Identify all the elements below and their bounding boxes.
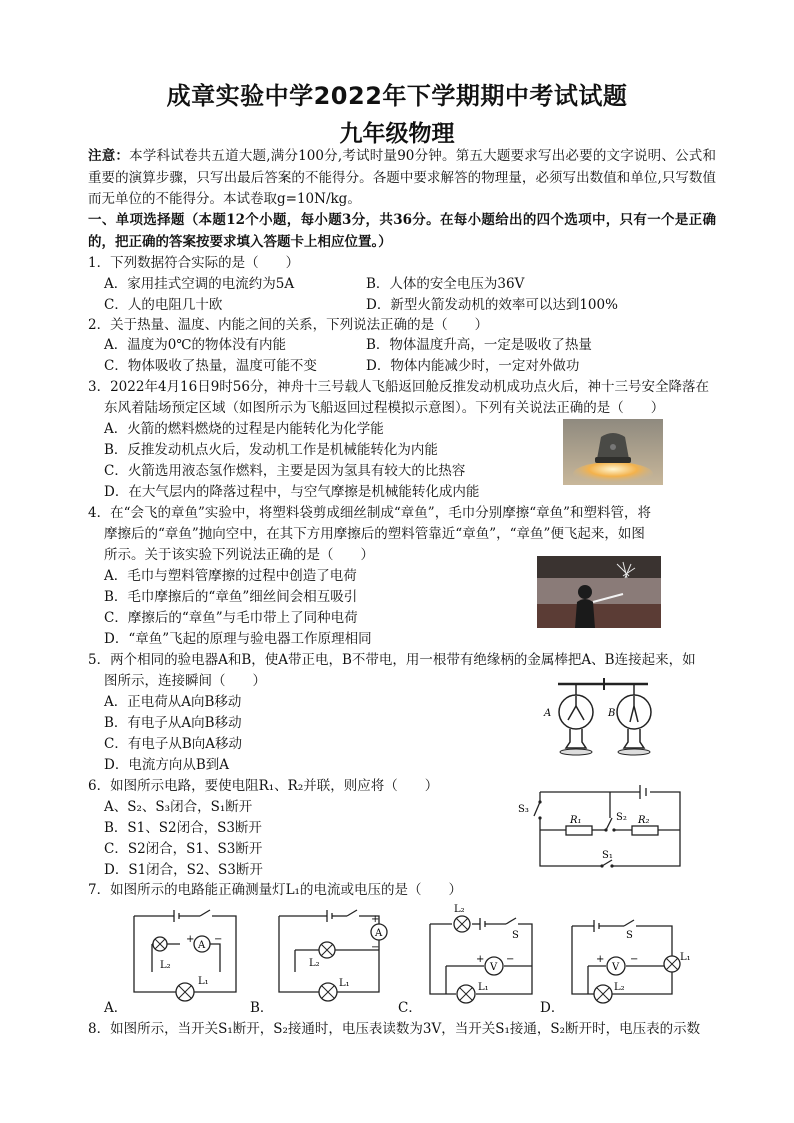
q2-option-b: B．物体温度升高，一定是吸收了热量 bbox=[366, 337, 592, 353]
question-3-stem-line2: 东风着陆场预定区域（如图所示为飞船返回过程模拟示意图）。下列有关说法正确的是（ ） bbox=[104, 400, 665, 416]
question-4-stem-line1: 4．在“会飞的章鱼”实验中，将塑料袋剪成细丝制成“章鱼”，毛巾分别摩擦“章鱼”和塑料管，将 bbox=[88, 505, 651, 521]
q5-option-b: B．有电子从A向B移动 bbox=[104, 715, 242, 731]
q1-option-a: A．家用挂式空调的电流约为5A bbox=[104, 276, 295, 292]
q7d-minus: − bbox=[630, 954, 639, 965]
q7-option-a: A． bbox=[104, 1000, 128, 1016]
q7d-l1-label: L₁ bbox=[680, 952, 691, 963]
q7c-plus: + bbox=[476, 954, 485, 965]
q7b-plus: + bbox=[371, 914, 380, 925]
q5-option-a: A．正电荷从A向B移动 bbox=[104, 694, 242, 710]
q7-circuit-b bbox=[275, 902, 393, 1002]
q3-option-b: B．反推发动机点火后，发动机工作是机械能转化为内能 bbox=[104, 442, 438, 458]
question-6-stem: 6．如图所示电路，要使电阻R₁、R₂并联，则应将（ ） bbox=[88, 778, 439, 794]
q7d-switch-label: S bbox=[626, 930, 633, 941]
parallel-circuit-figure bbox=[514, 782, 688, 876]
q6-option-c: C．S2闭合，S1、S3断开 bbox=[104, 841, 263, 857]
electroscope-a-label: A bbox=[544, 708, 552, 719]
q7c-switch-label: S bbox=[512, 930, 519, 941]
q7c-l2-label: L₂ bbox=[454, 904, 465, 915]
capsule-landing-photo bbox=[563, 419, 663, 485]
q7d-voltmeter-symbol: V bbox=[612, 962, 620, 973]
q4-option-b: B．毛巾摩擦后的“章鱼”细丝间会相互吸引 bbox=[104, 589, 358, 605]
notice-label: 注意： bbox=[88, 148, 130, 164]
q7-option-c: C． bbox=[398, 1000, 422, 1016]
q5-option-d: D．电流方向从B到A bbox=[104, 757, 229, 773]
q2-option-a: A．温度为0℃的物体没有内能 bbox=[104, 337, 286, 353]
q6-option-d: D．S1闭合，S2、S3断开 bbox=[104, 862, 263, 878]
q7c-voltmeter-symbol: V bbox=[490, 962, 498, 973]
q7-circuit-a bbox=[130, 902, 242, 1002]
q3-option-d: D．在大气层内的降落过程中，与空气摩擦是机械能转化成内能 bbox=[104, 484, 480, 500]
question-8-stem: 8．如图所示，当开关S₁断开，S₂接通时，电压表读数为3V，当开关S₁接通，S₂断开时，电压表的示数 bbox=[88, 1021, 701, 1037]
q7a-ammeter-symbol: A bbox=[198, 940, 206, 951]
resistor-r2-label: R₂ bbox=[638, 815, 650, 826]
q1-option-b: B．人体的安全电压为36V bbox=[366, 276, 525, 292]
q2-option-c: C．物体吸收了热量，温度可能不变 bbox=[104, 358, 317, 374]
q4-option-c: C．摩擦后的“章鱼”与毛巾带上了同种电荷 bbox=[104, 610, 358, 626]
q1-option-d: D．新型火箭发动机的效率可以达到100% bbox=[366, 297, 618, 313]
question-1-stem: 1．下列数据符合实际的是（ ） bbox=[88, 255, 300, 271]
question-4-stem-line2: 摩擦后的“章鱼”抛向空中，在其下方用摩擦后的塑料管靠近“章鱼”，“章鱼”便飞起来，如图 bbox=[104, 526, 645, 542]
switch-s3-label: S₃ bbox=[518, 804, 529, 815]
q7a-plus: + bbox=[186, 934, 195, 945]
electroscope-figure bbox=[536, 676, 666, 760]
resistor-r1-label: R₁ bbox=[570, 815, 582, 826]
question-4-stem-line3: 所示。关于该实验下列说法正确的是（ ） bbox=[104, 547, 374, 563]
q7a-minus: − bbox=[214, 934, 223, 945]
q7a-l1-label: L₁ bbox=[198, 976, 209, 987]
q7c-l1-label: L₁ bbox=[478, 982, 489, 993]
q2-option-d: D．物体内能减少时，一定对外做功 bbox=[366, 358, 580, 374]
switch-s2-label: S₂ bbox=[616, 812, 627, 823]
q6-option-b: B．S1、S2闭合，S3断开 bbox=[104, 820, 262, 836]
q7-option-b: B． bbox=[250, 1000, 274, 1016]
notice-paragraph bbox=[88, 146, 716, 211]
q1-option-c: C．人的电阻几十欧 bbox=[104, 297, 223, 313]
section-heading: 一、单项选择题（本题12个小题，每小题3分，共36分。在每小题给出的四个选项中，只有一个是正确的，把正确的答案按要求填入答题卡上相应位置。） bbox=[88, 212, 716, 250]
question-5-stem-line1: 5．两个相同的验电器A和B，使A带正电，B不带电，用一根带有绝缘柄的金属棒把A、B连接起来，如 bbox=[88, 652, 696, 668]
q7b-l1-label: L₁ bbox=[339, 978, 350, 989]
q7d-l2-label: L₂ bbox=[614, 982, 625, 993]
q7-circuit-d bbox=[568, 906, 694, 1004]
flying-octopus-photo bbox=[537, 556, 661, 628]
question-3-stem-line1: 3．2022年4月16日9时56分，神舟十三号载人飞船返回舱反推发动机成功点火后，神十三号安全降落在 bbox=[88, 379, 709, 395]
q4-option-a: A．毛巾与塑料管摩擦的过程中创造了电荷 bbox=[104, 568, 357, 584]
question-5-stem-line2: 图所示，连接瞬间（ ） bbox=[104, 673, 266, 689]
q7-option-d: D． bbox=[540, 1000, 565, 1016]
page-title: 成章实验中学2022年下学期期中考试试题 bbox=[166, 82, 628, 110]
q7b-l2-label: L₂ bbox=[309, 958, 320, 969]
electroscope-b-label: B bbox=[608, 708, 616, 719]
q4-option-d: D．“章鱼”飞起的原理与验电器工作原理相同 bbox=[104, 631, 372, 647]
q6-option-a: A、S₂、S₃闭合，S₁断开 bbox=[104, 799, 253, 815]
page-subtitle: 九年级物理 bbox=[339, 121, 455, 147]
q3-option-c: C．火箭选用液态氢作燃料，主要是因为氢具有较大的比热容 bbox=[104, 463, 466, 479]
notice-text: 本学科试卷共五道大题,满分100分,考试时量90分钟。第五大题要求写出必要的文字说明、公式和重要的演算步骤，只写出最后答案的不能得分。各题中要求解答的物理量，必须写出数值和单位,只写数值而无单位的不能得分。本试卷取g=10N/kg。 bbox=[88, 148, 717, 207]
q7b-ammeter-symbol: A bbox=[375, 928, 383, 939]
q7b-minus: − bbox=[371, 942, 380, 953]
question-2-stem: 2．关于热量、温度、内能之间的关系，下列说法正确的是（ ） bbox=[88, 317, 489, 333]
switch-s1-label: S₁ bbox=[602, 850, 613, 861]
q3-option-a: A．火箭的燃料燃烧的过程是内能转化为化学能 bbox=[104, 421, 384, 437]
q7a-l2-label: L₂ bbox=[160, 960, 171, 971]
q7-circuit-c bbox=[426, 900, 538, 1004]
q7c-minus: − bbox=[506, 954, 515, 965]
question-7-stem: 7．如图所示的电路能正确测量灯L₁的电流或电压的是（ ） bbox=[88, 882, 462, 898]
q5-option-c: C．有电子从B向A移动 bbox=[104, 736, 242, 752]
q7d-plus: + bbox=[596, 954, 605, 965]
